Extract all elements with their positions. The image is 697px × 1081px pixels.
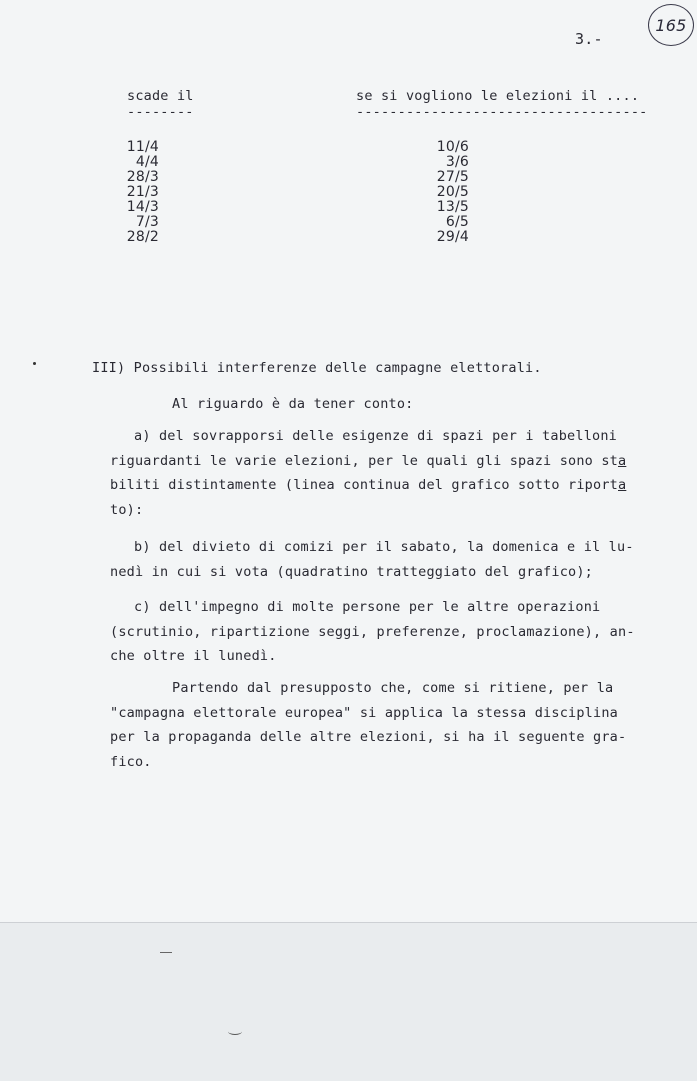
- column-rule-elezioni: -----------------------------------: [356, 104, 648, 120]
- column-rule-scade: --------: [127, 104, 194, 120]
- column-header-scade: scade il: [127, 88, 194, 104]
- elezioni-column: [419, 140, 469, 245]
- scade-column: [113, 140, 159, 245]
- section-intro: Al riguardo è da tener conto:: [172, 396, 414, 412]
- stamp-number: 165: [655, 15, 687, 35]
- scan-bleed-area: [0, 922, 697, 1081]
- scade-cell: 14/3: [126, 199, 159, 215]
- closing-line: "campagna elettorale europea" si applica la stessa disciplina: [110, 704, 618, 721]
- scan-smudge: [228, 1028, 242, 1035]
- scade-cell: 28/2: [126, 229, 159, 245]
- closing-paragraph: [110, 676, 645, 774]
- elezioni-cell: 29/4: [436, 229, 469, 245]
- elezioni-cell: 27/5: [436, 169, 469, 185]
- closing-line: Partendo dal presupposto che, come si ritiene, per la: [172, 680, 614, 696]
- item-c-line: (scrutinio, ripartizione seggi, preferenze, proclamazione), an-: [110, 623, 635, 640]
- item-a-line: a) del sovrapporsi delle esigenze di spazi per i tabelloni: [134, 428, 618, 444]
- scade-cell: 4/4: [135, 154, 159, 170]
- scade-cell: 21/3: [126, 184, 159, 200]
- elezioni-cell: 13/5: [436, 199, 469, 215]
- elezioni-cell: 6/5: [445, 214, 469, 230]
- scade-cell: 11/4: [126, 139, 159, 155]
- elezioni-cell: 10/6: [436, 139, 469, 155]
- column-header-elezioni: se si vogliono le elezioni il ....: [356, 88, 640, 104]
- elezioni-cell: 3/6: [445, 154, 469, 170]
- elezioni-cell: 20/5: [436, 184, 469, 200]
- item-b-line: nedì in cui si vota (quadratino tratteggiato del grafico);: [110, 563, 594, 580]
- item-a: [110, 424, 645, 522]
- closing-line: fico.: [110, 753, 152, 770]
- page-number: 3.-: [575, 30, 603, 48]
- closing-line: per la propaganda delle altre elezioni, si ha il seguente gra-: [110, 729, 627, 745]
- scan-smudge: [160, 952, 172, 953]
- item-a-line: riguardanti le varie elezioni, per le quali gli spazi sono sta: [110, 452, 627, 469]
- margin-mark: [33, 362, 36, 365]
- item-b: [110, 535, 645, 584]
- section-heading: III) Possibili interferenze delle campagne elettorali.: [92, 360, 542, 376]
- item-c-line: che oltre il lunedì.: [110, 648, 277, 664]
- archive-stamp: [648, 4, 694, 46]
- item-a-line: biliti distintamente (linea continua del grafico sotto riporta: [110, 477, 627, 493]
- item-c-line: c) dell'impegno di molte persone per le altre operazioni: [134, 599, 601, 615]
- item-a-line: to):: [110, 501, 144, 518]
- item-c: [110, 595, 645, 669]
- scade-cell: 28/3: [126, 169, 159, 185]
- item-b-line: b) del divieto di comizi per il sabato, la domenica e il lu-: [134, 539, 634, 555]
- scade-cell: 7/3: [135, 214, 159, 230]
